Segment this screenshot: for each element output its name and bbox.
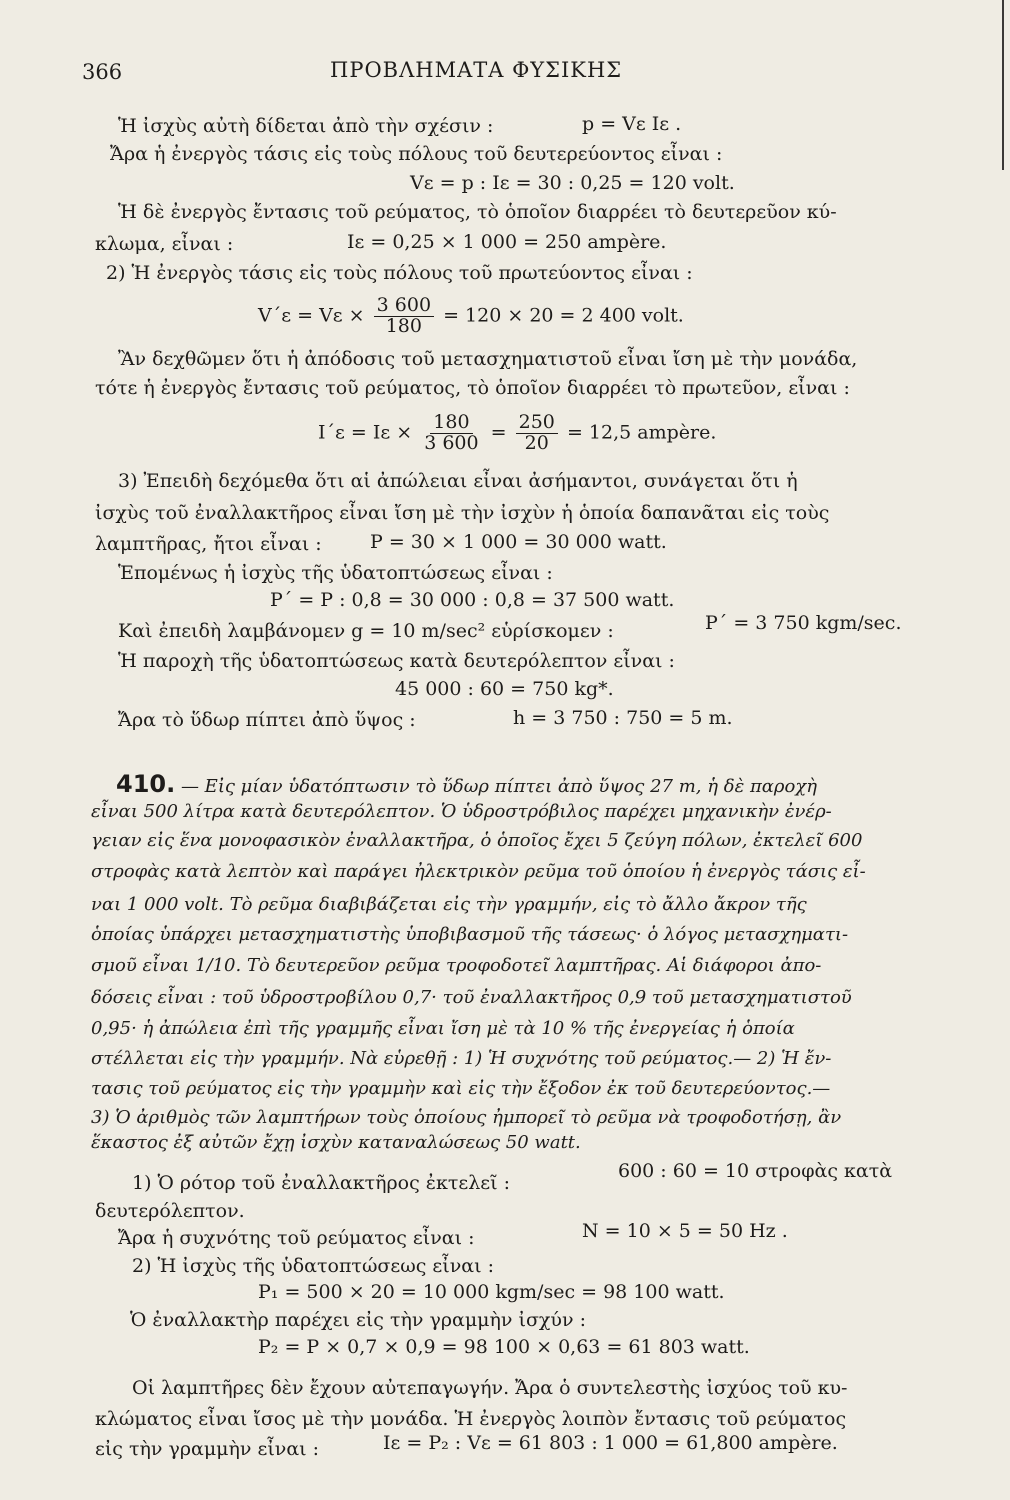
text-line: 2) Ἡ ἰσχὺς τῆς ὑδατοπτώσεως εἶναι : [132,1255,494,1277]
fraction-equation [318,413,716,454]
problem-410-line: ναι 1 000 volt. Τὸ ρεῦμα διαβιβάζεται εἰς τὴν γραμμήν, εἰς τὸ ἄλλο ἄκρον τῆς [91,894,807,915]
formula: p = Vε Iε . [582,113,682,135]
text-line: Οἱ λαμπτῆρες δὲν ἔχουν αὐτεπαγωγήν. Ἄρα ὁ συντελεστὴς ἰσχύος τοῦ κυ- [132,1377,848,1399]
fraction [374,296,434,337]
text-line: λαμπτῆρας, ἤτοι εἶναι : [95,533,322,555]
text-line: Ἄρα ἡ ἐνεργὸς τάσις εἰς τοὺς πόλους τοῦ δευτερεύοντος εἶναι : [110,143,723,165]
denominator: 3 600 [424,431,479,454]
formula: h = 3 750 : 750 = 5 m. [513,707,733,729]
problem-410-line: ὁποίας ὑπάρχει μετασχηματιστὴς ὑποβιβασμοῦ τῆς τάσεως· ὁ λόγος μετασχηματι- [91,924,849,945]
fraction-equation [258,296,684,337]
page-number: 366 [82,60,123,84]
page-edge-line [1002,0,1004,170]
problem-410-line: δόσεις εἶναι : τοῦ ὑδροστροβίλου 0,7· τοῦ ἐναλλακτῆρος 0,9 τοῦ μετασχηματιστοῦ [91,987,852,1008]
text-line: Ἡ ἰσχὺς αὐτὴ δίδεται ἀπὸ τὴν σχέσιν : [118,115,494,137]
formula: P΄ = P : 0,8 = 30 000 : 0,8 = 37 500 watt. [270,589,675,611]
text-line: κλωμα, εἶναι : [95,233,234,255]
text-line: Ἡ δὲ ἐνεργὸς ἔντασις τοῦ ρεύματος, τὸ ὁποῖον διαρρέει τὸ δευτερεῦον κύ- [118,201,837,223]
formula: Vε = p : Iε = 30 : 0,25 = 120 volt. [410,172,735,194]
text-line: Ἄρα ἡ συχνότης τοῦ ρεύματος εἶναι : [118,1227,475,1249]
formula: P΄ = 3 750 kgm/sec. [705,612,902,634]
numerator: 250 [516,413,558,434]
fraction [516,413,558,454]
formula-lhs: V΄ε = Vε × [258,304,365,327]
problem-410-line: ἕκαστος ἐξ αὐτῶν ἔχῃ ἰσχὺν καταναλώσεως 50 watt. [91,1132,581,1153]
text-line: δευτερόλεπτον. [95,1200,245,1222]
problem-410-line: σμοῦ εἶναι 1/10. Τὸ δευτερεῦον ρεῦμα τροφοδοτεῖ λαμπτῆρας. Αἱ διάφοροι ἀπο- [91,955,822,976]
running-header: ΠΡΟΒΛΗΜΑΤΑ ΦΥΣΙΚΗΣ [330,58,623,82]
formula-rhs: = 12,5 ampère. [566,421,717,444]
problem-text: — Εἰς μίαν ὑδατόπτωσιν τὸ ὕδωρ πίπτει ἀπὸ ὕψος 27 m, ἡ δὲ παροχὴ [180,776,818,797]
formula: Iε = 0,25 × 1 000 = 250 ampère. [347,231,667,253]
text-line: κλώματος εἶναι ἴσος μὲ τὴν μονάδα. Ἡ ἐνεργὸς λοιπὸν ἔντασις τοῦ ρεύματος [95,1408,847,1430]
formula-lhs: I΄ε = Iε × [318,421,413,444]
equals-sign: = [490,421,507,444]
problem-410-line: τασις τοῦ ρεύματος εἰς τὴν γραμμὴν καὶ εἰς τὴν ἔξοδον ἐκ τοῦ δευτερεύοντος.— [91,1078,831,1099]
formula: P₁ = 500 × 20 = 10 000 kgm/sec = 98 100 watt. [258,1281,725,1303]
denominator: 180 [385,314,422,337]
text-line: τότε ἡ ἐνεργὸς ἔντασις τοῦ ρεύματος, τὸ ὁποῖον διαρρέει τὸ πρωτεῦον, εἶναι : [95,377,850,399]
problem-410-line [116,770,817,799]
problem-410-line: 0,95· ἡ ἀπώλεια ἐπὶ τῆς γραμμῆς εἶναι ἴση μὲ τὰ 10 % τῆς ἐνεργείας ἡ ὁποία [91,1018,795,1039]
numerator: 180 [430,413,472,434]
numerator: 3 600 [374,296,434,317]
text-line: 2) Ἡ ἐνεργὸς τάσις εἰς τοὺς πόλους τοῦ πρωτεύοντος εἶναι : [106,262,693,284]
problem-410-line: εἶναι 500 λίτρα κατὰ δευτερόλεπτον. Ὁ ὑδροστρόβιλος παρέχει μηχανικὴν ἐνέρ- [91,801,832,822]
formula: P = 30 × 1 000 = 30 000 watt. [370,531,667,553]
text-line: εἰς τὴν γραμμὴν εἶναι : [95,1438,320,1460]
formula: 45 000 : 60 = 750 kg*. [395,678,614,700]
text-line: Ἡ παροχὴ τῆς ὑδατοπτώσεως κατὰ δευτερόλεπτον εἶναι : [118,650,675,672]
text-line: Ἄρα τὸ ὕδωρ πίπτει ἀπὸ ὕψος : [118,709,416,731]
text-line: Ἑπομένως ἡ ἰσχὺς τῆς ὑδατοπτώσεως εἶναι : [118,562,553,584]
text-line: Καὶ ἐπειδὴ λαμβάνομεν g = 10 m/sec² εὑρίσκομεν : [118,620,614,642]
formula: 600 : 60 = 10 στροφὰς κατὰ [618,1160,893,1182]
formula: Iε = P₂ : Vε = 61 803 : 1 000 = 61,800 ampère. [383,1432,838,1454]
problem-410-line: στέλλεται εἰς τὴν γραμμήν. Νὰ εὑρεθῇ : 1) Ἡ συχνότης τοῦ ρεύματος.— 2) Ἡ ἔν- [91,1048,832,1069]
formula-rhs: = 120 × 20 = 2 400 volt. [443,304,684,327]
text-line: Ὁ ἐναλλακτὴρ παρέχει εἰς τὴν γραμμὴν ἰσχύν : [130,1309,586,1331]
problem-410-line: 3) Ὁ ἀριθμὸς τῶν λαμπτήρων τοὺς ὁποίους ἠμπορεῖ τὸ ρεῦμα νὰ τροφοδοτήσῃ, ἂν [91,1107,842,1128]
text-line: ἰσχὺς τοῦ ἐναλλακτῆρος εἶναι ἴση μὲ τὴν ἰσχὺν ἡ ὁποία δαπανᾶται εἰς τοὺς [95,502,830,524]
formula: N = 10 × 5 = 50 Hz . [582,1220,788,1242]
text-line: 1) Ὁ ρότορ τοῦ ἐναλλακτῆρος ἐκτελεῖ : [132,1172,510,1194]
text-line: Ἂν δεχθῶμεν ὅτι ἡ ἀπόδοσις τοῦ μετασχηματιστοῦ εἶναι ἴση μὲ τὴν μονάδα, [118,348,858,370]
problem-number: 410. [116,770,176,798]
text-line: 3) Ἐπειδὴ δεχόμεθα ὅτι αἱ ἀπώλειαι εἶναι ἀσήμαντοι, συνάγεται ὅτι ἡ [118,470,798,492]
formula: P₂ = P × 0,7 × 0,9 = 98 100 × 0,63 = 61 803 watt. [258,1336,750,1358]
problem-410-line: στροφὰς κατὰ λεπτὸν καὶ παράγει ἠλεκτρικὸν ρεῦμα τοῦ ὁποίου ἡ ἐνεργὸς τάσις εἶ- [91,861,866,882]
fraction [421,413,481,454]
denominator: 20 [524,431,549,454]
problem-410-line: γειαν εἰς ἕνα μονοφασικὸν ἐναλλακτῆρα, ὁ ὁποῖος ἔχει 5 ζεύγη πόλων, ἐκτελεῖ 600 [91,830,863,851]
